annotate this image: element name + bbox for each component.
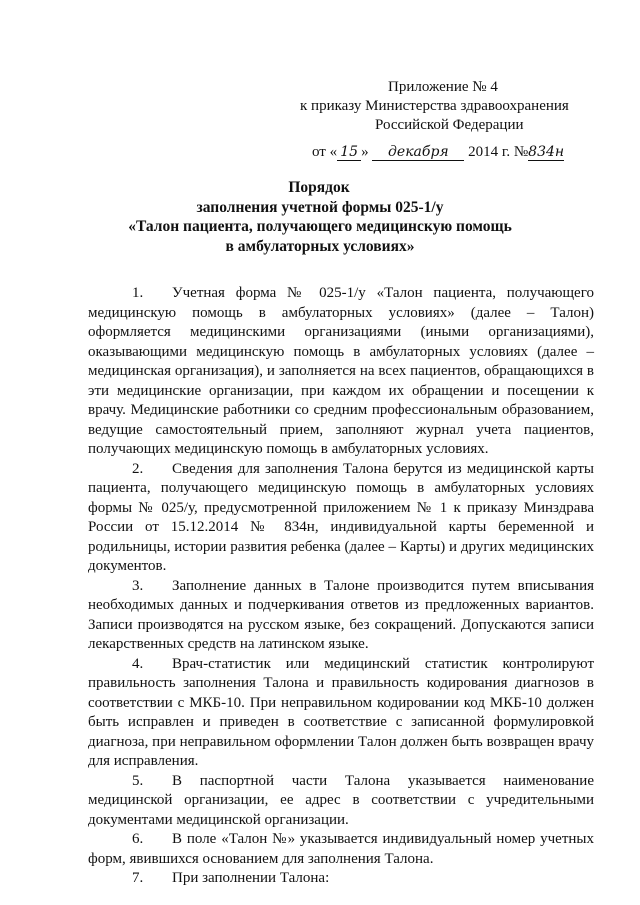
paragraph-text: Заполнение данных в Талоне производится путем вписывания необходимых данных и подчеркивания ответов из предложенных вариантов. Записи производятся на русском языке, без сокращений. Допускаются записи лекарственных средств на латинском языке.: [88, 577, 594, 652]
paragraph-6: [88, 830, 594, 869]
appendix-line-1: Приложение № 4: [388, 79, 498, 95]
title-line-2: заполнения учетной формы 025-1/у: [196, 198, 444, 216]
title-line-4: в амбулаторных условиях»: [225, 237, 415, 255]
paragraph-number: 1.: [132, 285, 144, 301]
paragraph-text: Сведения для заполнения Талона берутся из медицинской карты пациента, получающего медицинскую помощь в амбулаторных условиях формы № 025/у, предусмотренной приложением № 1 к приказу Минздрава России от 15.12.2014 № 834н, индивидуальной карты беременной и родильницы, истории развития ребенка (далее – Карты) и других медицинских документов.: [88, 460, 594, 574]
paragraph-5: [88, 772, 594, 831]
paragraph-1: [88, 284, 594, 460]
appendix-line-2: к приказу Министерства здравоохранения: [300, 98, 569, 114]
paragraph-number: 3.: [132, 577, 144, 594]
paragraph-7: [88, 869, 594, 889]
handwritten-month: декабря: [372, 145, 464, 161]
date-prefix: от «: [312, 144, 338, 160]
paragraph-text: В поле «Талон №» указывается индивидуальный номер учетных форм, явившихся основанием для заполнения Талона.: [88, 831, 594, 867]
paragraph-text: Врач-статистик или медицинский статистик контролируют правильность заполнения Талона и правильность кодирования диагнозов в соответствии с МКБ-10. При неправильном кодировании код МКБ-10 должен быть исправлен и приведен в соответствие с записанной формулировкой диагноза, при неправильном оформлении Талон должен быть возвращен врачу для исправления.: [88, 655, 594, 769]
appendix-date-line: [300, 143, 630, 162]
date-mid: »: [361, 144, 369, 160]
appendix-block: [300, 78, 630, 162]
paragraph-text: Учетная форма № 025-1/у «Талон пациента, получающего медицинскую помощь в амбулаторных условиях» (далее – Талон) оформляется медицинскими организациями (иными организациями), оказывающими медицинскую помощь в амбулаторных условиях (далее – медицинская организация), и заполняется на всех пациентов, обращающихся в эти медицинские организации, при каждом их обращении и посещении к врачу. Медицинские работники со средним профессиональным образованием, ведущие самостоятельный прием, заполняют журнал учета пациентов, получающих медицинскую помощь в амбулаторных условиях.: [88, 285, 594, 457]
paragraph-4: [88, 655, 594, 772]
appendix-line-3: Российской Федерации: [375, 117, 524, 133]
document-body: [88, 284, 594, 889]
handwritten-order-number: 834н: [528, 144, 565, 160]
paragraph-text: В паспортной части Талона указывается наименование медицинской организации, ее адрес в соответствии с учредительными документами медицинской организации.: [88, 772, 594, 828]
handwritten-day: 15: [337, 145, 361, 161]
title-line-1: Порядок: [288, 179, 350, 196]
document-title: [0, 178, 640, 256]
title-line-3: «Талон пациента, получающего медицинскую помощь: [128, 218, 512, 235]
paragraph-2: [88, 460, 594, 577]
paragraph-number: 5.: [132, 772, 144, 789]
date-year: 2014 г. №: [468, 144, 529, 160]
paragraph-text: При заполнении Талона:: [172, 870, 330, 886]
paragraph-number: 4.: [132, 655, 144, 672]
paragraph-3: [88, 577, 594, 655]
paragraph-number: 6.: [132, 831, 144, 847]
paragraph-number: 2.: [132, 460, 144, 477]
paragraph-number: 7.: [132, 870, 144, 886]
